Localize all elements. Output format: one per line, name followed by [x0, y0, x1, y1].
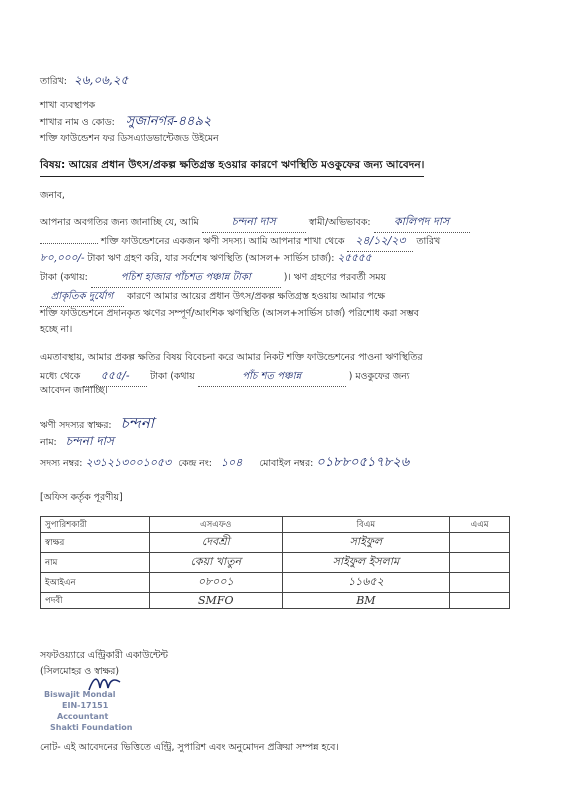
table-header: এএম — [450, 517, 510, 533]
member-signature: চন্দনা — [120, 414, 155, 432]
row-label: ইআইএন — [41, 573, 150, 593]
body-text: মধ্যে থেকে — [40, 371, 81, 382]
guardian-name-handwritten: কালিপদ দাস — [374, 213, 470, 233]
body-text: টাকা ঋণ গ্রহণ করি, যার সর্বশেষ ঋণস্থিতি (আসল+ সার্ভিস চার্জ): — [87, 253, 335, 264]
mobile-value: ০১৮৮০৫১৭৮২৬ — [316, 455, 410, 470]
table-header-row — [41, 517, 510, 533]
bm-name: সাইফুল ইসলাম — [282, 553, 450, 573]
accountant-seal-caption: (সিলমোহর ও স্বাক্ষর) — [40, 666, 119, 677]
loan-date-handwritten: ২৪/১২/২৩ — [347, 232, 413, 252]
sfo-ein: ০৮০০১ — [150, 573, 283, 593]
mobile-label: মোবাইল নম্বর: — [259, 458, 314, 469]
date-value: ২৬,০৬,২৫ — [73, 73, 129, 87]
body-text: আপনার অবগতির জন্য জানাচ্ছি যে, আমি — [40, 217, 199, 228]
body-text: তারিখ — [416, 236, 441, 247]
center-no-label: কেন্দ্র নং: — [178, 458, 212, 469]
member-no-label: সদস্য নম্বর: — [40, 458, 83, 469]
recommendation-table — [40, 516, 510, 609]
bm-ein: ১১৬৫২ — [282, 573, 450, 593]
body-line-6: শক্তি ফাউন্ডেশনে প্রদানকৃত ঋণের সম্পূর্ণ/আংশিক ঋণস্থিতি (আসল+সার্ভিস চার্জ) পরিশোধ করা সম্ভব — [40, 308, 419, 319]
table-row — [41, 553, 510, 573]
body-line-2 — [40, 232, 440, 252]
am-designation — [450, 593, 510, 609]
loan-amount-handwritten: ৮০,০০০/- — [40, 252, 85, 264]
waiver-amount-handwritten: ৫৫৫/- — [83, 367, 147, 387]
accountant-title: সফটওয়্যারে এন্ট্রিকারী একাউন্টেন্ট — [40, 650, 168, 661]
row-label: নাম — [41, 553, 150, 573]
body-text: )। ঋণ গ্রহণের পরবর্তী সময় — [283, 272, 387, 283]
svg-text:Biswajit Mondal: Biswajit Mondal — [44, 690, 116, 699]
waiver-in-words-handwritten: পাঁচ শত পঞ্চান্ন — [198, 369, 346, 387]
body-para2-line-1: এমতাবস্থায়, আমার প্রকল্প ক্ষতির বিষয় বিবেচনা করে আমার নিকট শক্তি ফাউন্ডেশনের পাওনা ঋণস্থিতির — [40, 352, 423, 363]
center-no-value: ১০৪ — [220, 456, 243, 469]
branch-label: শাখার নাম ও কোড: — [40, 117, 115, 128]
table-row — [41, 573, 510, 593]
footer-note: নোট- এই আবেদনের ভিত্তিতে এন্ট্রি, সুপারিশ এবং অনুমোদন প্রক্রিয়া সম্পন্ন হবে। — [40, 742, 339, 753]
body-text: ) মওকুফের জন্য — [348, 371, 410, 382]
table-header: সুপারিশকারী — [41, 517, 150, 533]
member-no-value: ২৩১২১৩০০১০৫৩ — [85, 456, 172, 469]
body-text: স্বামী/অভিভাবক: — [308, 217, 371, 228]
table-row — [41, 593, 510, 609]
accountant-stamp — [40, 688, 150, 734]
body-line-5 — [40, 289, 385, 307]
salutation: জনাব, — [40, 190, 65, 201]
body-line-4 — [40, 270, 386, 288]
sfo-signature: দেবশ্রী — [150, 533, 283, 553]
body-text: কারণে আমার আয়ের প্রধান উৎস/প্রকল্প ক্ষতিগ্রস্ত হওয়ায় আমার পক্ষে — [126, 291, 385, 302]
addressee: শাখা ব্যবস্থাপক — [40, 100, 96, 111]
body-line-1 — [40, 213, 470, 233]
branch-value: সুজানগর-৪৪৯২ — [125, 114, 212, 129]
body-para2-line-3: আবেদন জানাচ্ছি। — [40, 385, 108, 396]
member-name-label: নাম: — [40, 437, 57, 448]
table-row — [41, 533, 510, 553]
branch-line — [40, 112, 211, 133]
am-signature — [450, 533, 510, 553]
member-signature-label: ঋণী সদস্যর স্বাক্ষর: — [40, 420, 112, 431]
row-label: পদবী — [41, 593, 150, 609]
svg-text:Accountant: Accountant — [57, 712, 109, 721]
body-line-3 — [40, 251, 372, 268]
blank-field — [40, 243, 98, 244]
body-line-7: হচ্ছে না। — [40, 324, 73, 335]
body-text: টাকা (কথায় — [150, 371, 195, 382]
svg-text:EIN-17151: EIN-17151 — [62, 701, 109, 710]
sfo-name: কেয়া খাতুন — [150, 553, 283, 573]
member-name-value: চন্দনা দাস — [65, 434, 114, 448]
date-line — [40, 72, 128, 92]
am-ein — [450, 573, 510, 593]
svg-text:Shakti Foundation: Shakti Foundation — [50, 723, 133, 732]
bm-signature: সাইফুল — [282, 533, 450, 553]
body-text: টাকা (কথায়: — [40, 272, 88, 283]
row-label: স্বাক্ষর — [41, 533, 150, 553]
table-header: এসএফও — [150, 517, 283, 533]
member-number-line — [40, 453, 409, 474]
office-use-title: [অফিস কর্তৃক পূরণীয়] — [40, 492, 123, 503]
subject-line: বিষয়: আয়ের প্রধান উৎস/প্রকল্প ক্ষতিগ্রস্ত হওয়ার কারণে ঋণস্থিতি মওকুফের জন্য আবেদন। — [40, 158, 424, 177]
sfo-designation: SMFO — [150, 593, 283, 609]
balance-in-words-handwritten: পচিশ হাজার পাঁচশত পঞ্চান্ন টাকা — [91, 270, 281, 288]
date-label: তারিখ: — [40, 76, 67, 87]
organization-line: শক্তি ফাউন্ডেশন ফর ডিসএ্যাডভান্টেজড উইমেন — [40, 133, 219, 144]
member-name-line — [40, 433, 114, 453]
table-header: বিএম — [282, 517, 450, 533]
reason-handwritten: প্রাকৃতিক দুর্যোগ — [40, 289, 124, 307]
bm-designation: BM — [282, 593, 450, 609]
body-text: শক্তি ফাউন্ডেশনের একজন ঋণী সদস্য। আমি আপনার শাখা থেকে — [100, 236, 345, 247]
applicant-name-handwritten: চন্দনা দাস — [202, 213, 306, 233]
balance-handwritten: ২৫৫৫৫ — [337, 252, 372, 264]
am-name — [450, 553, 510, 573]
